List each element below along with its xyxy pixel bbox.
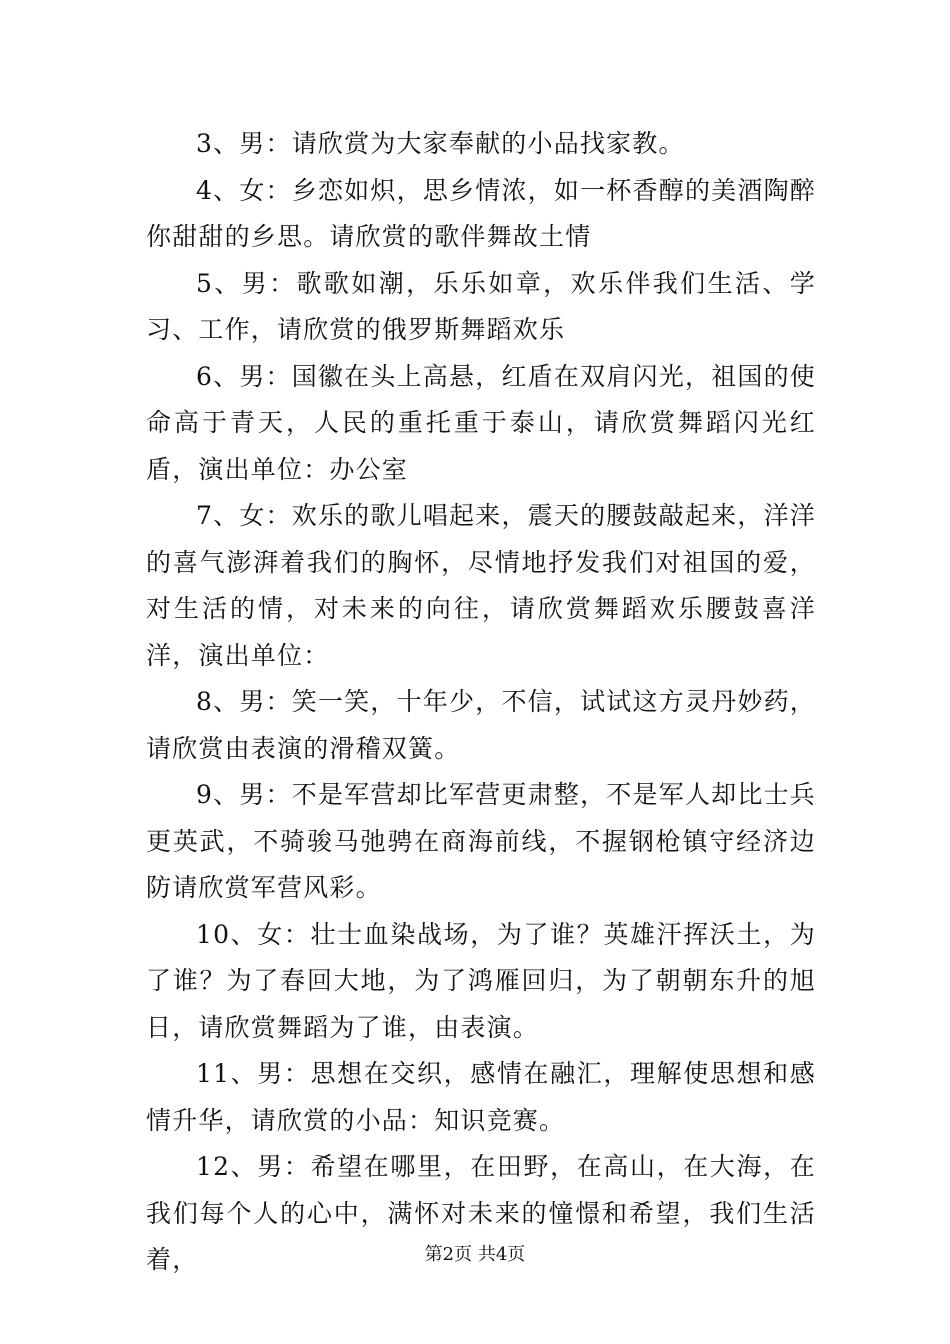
- paragraph-3: 3、男：请欣赏为大家奉献的小品找家教。: [196, 129, 685, 158]
- paragraph-6: 6、男：国徽在头上高悬，红盾在双肩闪光，祖国的使命高于青天，人民的重托重于泰山，请欣赏舞蹈闪光红盾，演出单位：办公室: [146, 361, 816, 484]
- paragraph-10: 10、女：壮士血染战场，为了谁？英雄汗挥沃土，为了谁？为了春回大地，为了鸿雁回归，为了朝朝东升的旭日，请欣赏舞蹈为了谁，由表演。: [146, 919, 816, 1042]
- paragraph-11: 11、男：思想在交织，感情在融汇，理解使思想和感情升华，请欣赏的小品：知识竞赛。: [146, 1059, 816, 1135]
- page-footer: [0, 1243, 950, 1267]
- paragraph-9: 9、男：不是军营却比军营更肃整，不是军人却比士兵更英武，不骑骏马弛骋在商海前线，不握钢枪镇守经济边防请欣赏军营风彩。: [146, 780, 816, 902]
- paragraph-8: 8、男：笑一笑，十年少，不信，试试这方灵丹妙药，请欣赏由表演的滑稽双簧。: [146, 687, 816, 763]
- paragraph-5: 5、男：歌歌如潮，乐乐如章，欢乐伴我们生活、学习、工作，请欣赏的俄罗斯舞蹈欢乐: [146, 268, 816, 344]
- paragraph-12: 12、男：希望在哪里，在田野，在高山，在大海，在我们每个人的心中，满怀对未来的憧憬和希望，我们生活着，: [146, 1152, 816, 1274]
- paragraph-7: 7、女：欢乐的歌儿唱起来，震天的腰鼓敲起来，洋洋的喜气澎湃着我们的胸怀，尽情地抒发我们对祖国的爱，对生活的情，对未来的向往，请欣赏舞蹈欢乐腰鼓喜洋洋，演出单位：: [146, 501, 816, 670]
- page-number-label: 第2页 共4页: [424, 1244, 526, 1265]
- paragraph-4: 4、女：乡恋如炽，思乡情浓，如一杯香醇的美酒陶醉你甜甜的乡思。请欣赏的歌伴舞故土情: [146, 175, 816, 251]
- document-body: [146, 121, 816, 1284]
